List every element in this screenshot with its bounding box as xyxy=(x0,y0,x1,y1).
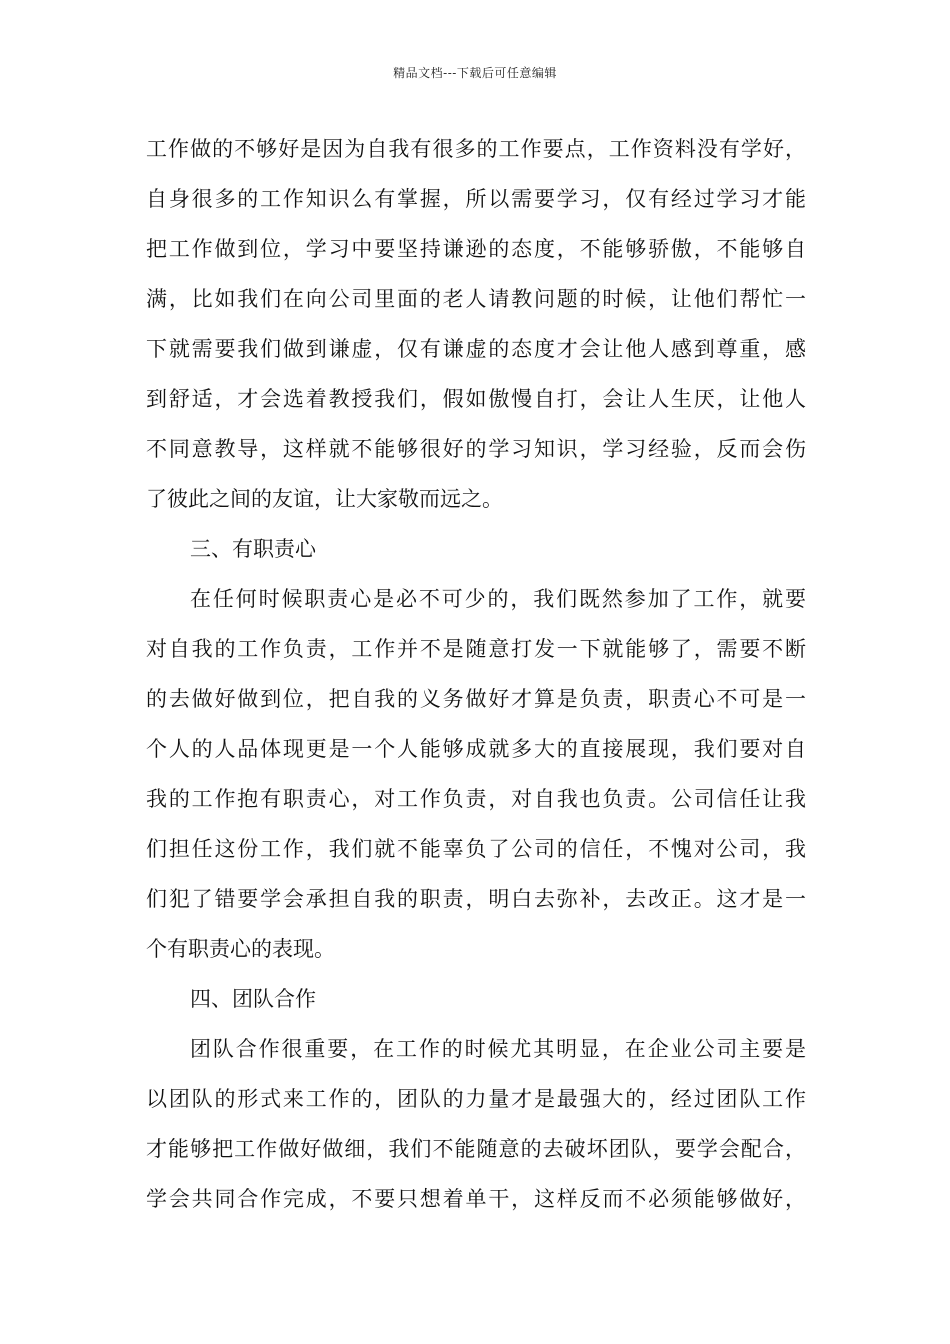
paragraph-line: 了彼此之间的友谊，让大家敬而远之。 xyxy=(146,487,503,511)
paragraph-line: 工作做的不够好是因为自我有很多的工作要点，工作资料没有学好， xyxy=(146,137,806,161)
paragraph-line: 学会共同合作完成，不要只想着单干，这样反而不必须能够做好， xyxy=(146,1187,806,1211)
paragraph-line: 在任何时候职责心是必不可少的，我们既然参加了工作，就要 xyxy=(190,587,806,611)
paragraph-line: 以团队的形式来工作的，团队的力量才是最强大的，经过团队工作 xyxy=(146,1087,806,1111)
paragraph-line: 我的工作抱有职责心，对工作负责，对自我也负责。公司信任让我 xyxy=(146,787,806,811)
paragraph-line: 下就需要我们做到谦虚，仅有谦虚的态度才会让他人感到尊重，感 xyxy=(146,337,806,361)
document-body xyxy=(146,124,806,1224)
paragraph-line: 的去做好做到位，把自我的义务做好才算是负责，职责心不可是一 xyxy=(146,687,806,711)
paragraph-line: 对自我的工作负责，工作并不是随意打发一下就能够了，需要不断 xyxy=(146,637,806,661)
paragraph-line: 个有职责心的表现。 xyxy=(146,937,335,961)
paragraph-line: 们犯了错要学会承担自我的职责，明白去弥补，去改正。这才是一 xyxy=(146,887,806,911)
section-heading: 四、团队合作 xyxy=(190,987,316,1011)
paragraph-line: 把工作做到位，学习中要坚持谦逊的态度，不能够骄傲，不能够自 xyxy=(146,237,806,261)
paragraph-line: 们担任这份工作，我们就不能辜负了公司的信任，不愧对公司，我 xyxy=(146,837,806,861)
paragraph-line: 不同意教导，这样就不能够很好的学习知识，学习经验，反而会伤 xyxy=(146,437,806,461)
paragraph-line: 个人的人品体现更是一个人能够成就多大的直接展现，我们要对自 xyxy=(146,737,806,761)
paragraph-line: 满，比如我们在向公司里面的老人请教问题的时候，让他们帮忙一 xyxy=(146,287,806,311)
paragraph-line: 自身很多的工作知识么有掌握，所以需要学习，仅有经过学习才能 xyxy=(146,187,806,211)
paragraph-line: 团队合作很重要，在工作的时候尤其明显，在企业公司主要是 xyxy=(190,1037,806,1061)
paragraph-line: 才能够把工作做好做细，我们不能随意的去破坏团队，要学会配合， xyxy=(146,1137,806,1161)
page-header: 精品文档---下载后可任意编辑 xyxy=(393,66,557,80)
section-heading: 三、有职责心 xyxy=(190,537,316,561)
paragraph-line: 到舒适，才会选着教授我们，假如傲慢自打，会让人生厌，让他人 xyxy=(146,387,806,411)
